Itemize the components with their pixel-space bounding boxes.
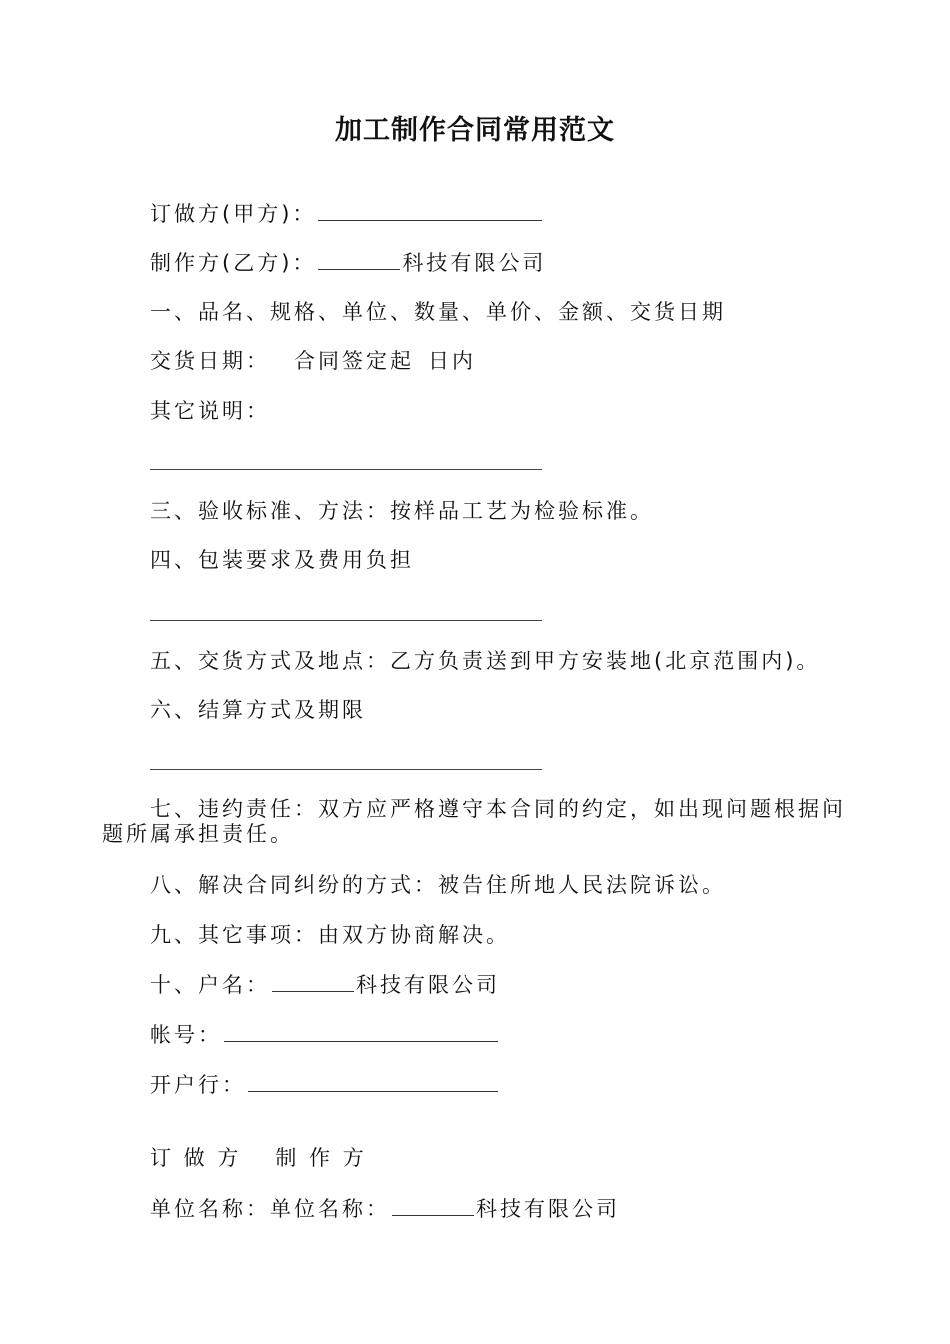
clause-6: 六、结算方式及期限: [150, 698, 366, 722]
delivery-date-line: [150, 346, 476, 376]
clause-9: 九、其它事项：由双方协商解决。: [150, 923, 510, 947]
party-a-label: 订做方(甲方)：: [150, 202, 317, 226]
party-b-suffix: 科技有限公司: [402, 251, 547, 275]
bank-label: 开户行：: [150, 1073, 246, 1097]
sig-party-b: 制 作 方: [275, 1146, 367, 1170]
bank-line: [150, 1069, 500, 1100]
other-notes-label: 其它说明：: [150, 399, 270, 423]
clause-8: 八、解决合同纠纷的方式：被告住所地人民法院诉讼。: [150, 873, 726, 897]
clause-7: 七、违约责任：双方应严格遵守本合同的约定，如出现问题根据问题所属承担责任。: [102, 797, 846, 846]
clause-10-line: [150, 969, 500, 1000]
unit-name-blank: [392, 1193, 474, 1216]
clause-3: 三、验收标准、方法：按样品工艺为检验标准。: [150, 499, 654, 523]
settlement-rule: [150, 769, 542, 770]
party-b-line: [150, 247, 546, 278]
unit-name-suffix: 科技有限公司: [476, 1197, 620, 1221]
account-name-label: 十、户名：: [150, 973, 270, 997]
bank-blank: [248, 1069, 498, 1092]
account-number-label: 帐号：: [150, 1023, 222, 1047]
packaging-rule: [150, 620, 542, 621]
unit-name-b: 单位名称：: [270, 1197, 390, 1221]
party-b-label: 制作方(乙方)：: [150, 251, 317, 275]
delivery-label: 交货日期：: [150, 349, 270, 373]
delivery-suffix: 日内: [428, 349, 476, 373]
account-name-blank: [272, 969, 354, 992]
document-title: 加工制作合同常用范文: [335, 115, 615, 146]
other-notes-rule: [150, 469, 542, 470]
clause-5: 五、交货方式及地点：乙方负责送到甲方安装地(北京范围内)。: [150, 649, 821, 673]
party-a-blank: [318, 198, 542, 221]
signature-parties-line: [150, 1143, 367, 1173]
party-a-line: [150, 198, 544, 229]
unit-name-a: 单位名称：: [150, 1197, 270, 1221]
party-b-blank: [318, 247, 400, 270]
sig-party-a: 订 做 方: [150, 1146, 242, 1170]
delivery-text: 合同签定起: [294, 349, 414, 373]
account-name-suffix: 科技有限公司: [356, 973, 500, 997]
unit-name-line: [150, 1193, 620, 1224]
clause-1: 一、品名、规格、单位、数量、单价、金额、交货日期: [150, 300, 726, 324]
account-number-blank: [224, 1019, 498, 1042]
account-number-line: [150, 1019, 500, 1050]
clause-4: 四、包装要求及费用负担: [150, 548, 414, 572]
